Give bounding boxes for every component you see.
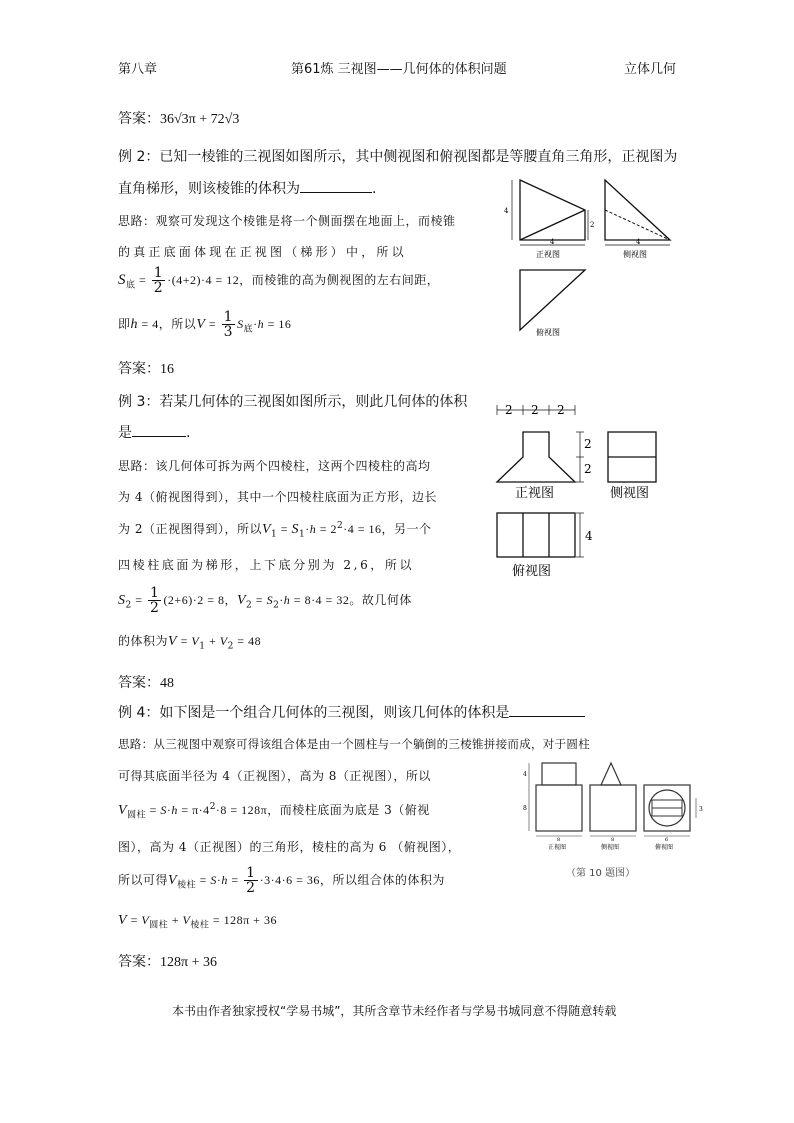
svg-text:8: 8 [557, 837, 561, 843]
example2-answer: 答案：16 [118, 361, 174, 377]
ex2-side-label: 侧视图 [623, 250, 647, 259]
ex4-top-label: 俯视图 [655, 844, 674, 851]
ex4-figure-caption: （第 10 题图） [566, 868, 636, 879]
example3-question-line2: 是 . [118, 425, 191, 441]
example4-note-line1: 思路：从三视图中观察可得该组合体是由一个圆柱与一个躺倒的三棱锥拼接而成，对于圆柱 [118, 737, 590, 751]
example4-note-line3: $V_{圆柱} = S\cdot h = \pi\cdot 4^2\cdot 8 = 128\pi$，而棱柱底面为底是 3（俯视 [118, 802, 430, 821]
svg-text:4: 4 [504, 207, 509, 215]
example3-answer: 答案：48 [118, 675, 174, 691]
ex2-front-label: 正视图 [536, 250, 560, 259]
svg-text:3: 3 [699, 806, 703, 813]
ex4-side-label: 侧视图 [601, 844, 620, 851]
svg-text:4: 4 [636, 238, 641, 246]
ex2-top-label: 俯视图 [536, 328, 560, 337]
ex4-top-view [644, 785, 703, 851]
svg-text:2: 2 [584, 437, 592, 451]
answer-blank [300, 192, 372, 193]
ex4-side-view [590, 763, 636, 851]
ex2-side-view [605, 180, 670, 259]
example2-question-line1: 例 2：已知一棱锥的三视图如图所示，其中侧视图和俯视图都是等腰直角三角形，正视图为 [118, 149, 678, 165]
ex2-top-view [520, 270, 585, 337]
svg-text:8: 8 [611, 837, 615, 843]
example4-three-view-figure [518, 758, 714, 884]
example4-answer: 答案：128π + 36 [118, 954, 217, 970]
svg-text:6: 6 [665, 837, 669, 843]
ex3-top-view [497, 513, 593, 579]
answer-top: 答案：36√3π + 72√3 [118, 111, 240, 127]
example2-note-line1: 思路：观察可发现这个棱锥是将一个侧面摆在地面上，而棱锥 [118, 214, 456, 228]
svg-text:2: 2 [505, 403, 513, 417]
example3-note-line6: 的体积为$V = V_1 + V_2 = 48$ [118, 634, 262, 652]
ex3-front-view [497, 403, 592, 501]
svg-text:8: 8 [523, 805, 527, 812]
ex3-side-label: 侧视图 [610, 486, 650, 501]
svg-text:4: 4 [550, 238, 555, 246]
svg-text:4: 4 [585, 529, 593, 543]
ex2-front-view [504, 180, 594, 259]
example2-three-view-figure [500, 175, 690, 340]
ex3-front-label: 正视图 [515, 486, 555, 501]
svg-text:2: 2 [557, 403, 565, 417]
example2-note-line3: $S_底$ = $\frac{1}{2}$ ·(4+2)·4 = 12，而棱锥的高为侧视图的左右间距， [118, 265, 440, 296]
subject-label: 立体几何 [624, 62, 677, 77]
svg-text:4: 4 [523, 771, 527, 778]
example3-three-view-figure [490, 400, 670, 585]
example4-note-line4: 图），高为 4（正视图）的三角形，棱柱的高为 6 （俯视图）， [118, 840, 461, 854]
example3-question-line1: 例 3：若某几何体的三视图如图所示，则此几何体的体积 [118, 394, 468, 410]
example2-question-line2: 直角梯形，则该棱锥的体积为 . [118, 181, 377, 197]
example3-note-line3: 为 2（正视图得到），所以$V_1 = S_1\cdot h = 2^2\cdot 4 = 16$，另一个 [118, 521, 432, 540]
footer-copyright: 本书由作者独家授权“学易书城”，其所含章节未经作者与学易书城同意不得随意转载 [172, 1004, 617, 1018]
answer-top-value: 36√3π + 72√3 [160, 112, 240, 127]
example3-note-line1: 思路：该几何体可拆为两个四棱柱，这两个四棱柱的高均 [118, 459, 431, 473]
example3-note-line4: 四棱柱底面为梯形，上下底分别为 2,6，所以 [118, 558, 415, 572]
page-title: 第61炼 三视图——几何体的体积问题 [291, 62, 507, 77]
example4-question: 例 4：如下图是一个组合几何体的三视图，则该几何体的体积是 [118, 702, 585, 722]
svg-text:2: 2 [531, 403, 539, 417]
example2-note-line4: 即h = 4，所以V = $\frac{1}{3}$ $S_底\cdot h = 16$ [118, 309, 292, 340]
ex3-top-label: 俯视图 [512, 564, 552, 579]
example4-note-line2: 可得其底面半径为 4（正视图），高为 8（正视图），所以 [118, 769, 431, 783]
example2-note-line2: 的真正底面体现在正视图（梯形）中，所以 [118, 245, 407, 259]
example4-note-line6: $V = V_{圆柱} + V_{棱柱} = 128\pi + 36$ [118, 913, 277, 931]
ex4-front-label: 正视图 [548, 844, 567, 851]
answer-blank [132, 436, 186, 437]
ex4-front-view [523, 763, 582, 851]
example3-note-line5: $S_2$ = $\frac{1}{2}$ (2+6)·2 = 8，$V_2 = S_2\cdot h = 8\cdot 4 = 32$。故几何体 [118, 585, 412, 616]
example3-note-line2: 为 4（俯视图得到），其中一个四棱柱底面为正方形，边长 [118, 490, 437, 504]
svg-text:2: 2 [584, 462, 592, 476]
svg-text:2: 2 [590, 221, 595, 229]
answer-blank [509, 716, 585, 717]
example4-note-line5: 所以可得$V_{棱柱} = S\cdot h$ = $\frac{1}{2}$ ·3·4·6 = 36，所以组合体的体积为 [118, 865, 445, 896]
ex3-side-view [608, 432, 656, 501]
chapter-label: 第八章 [118, 62, 158, 77]
